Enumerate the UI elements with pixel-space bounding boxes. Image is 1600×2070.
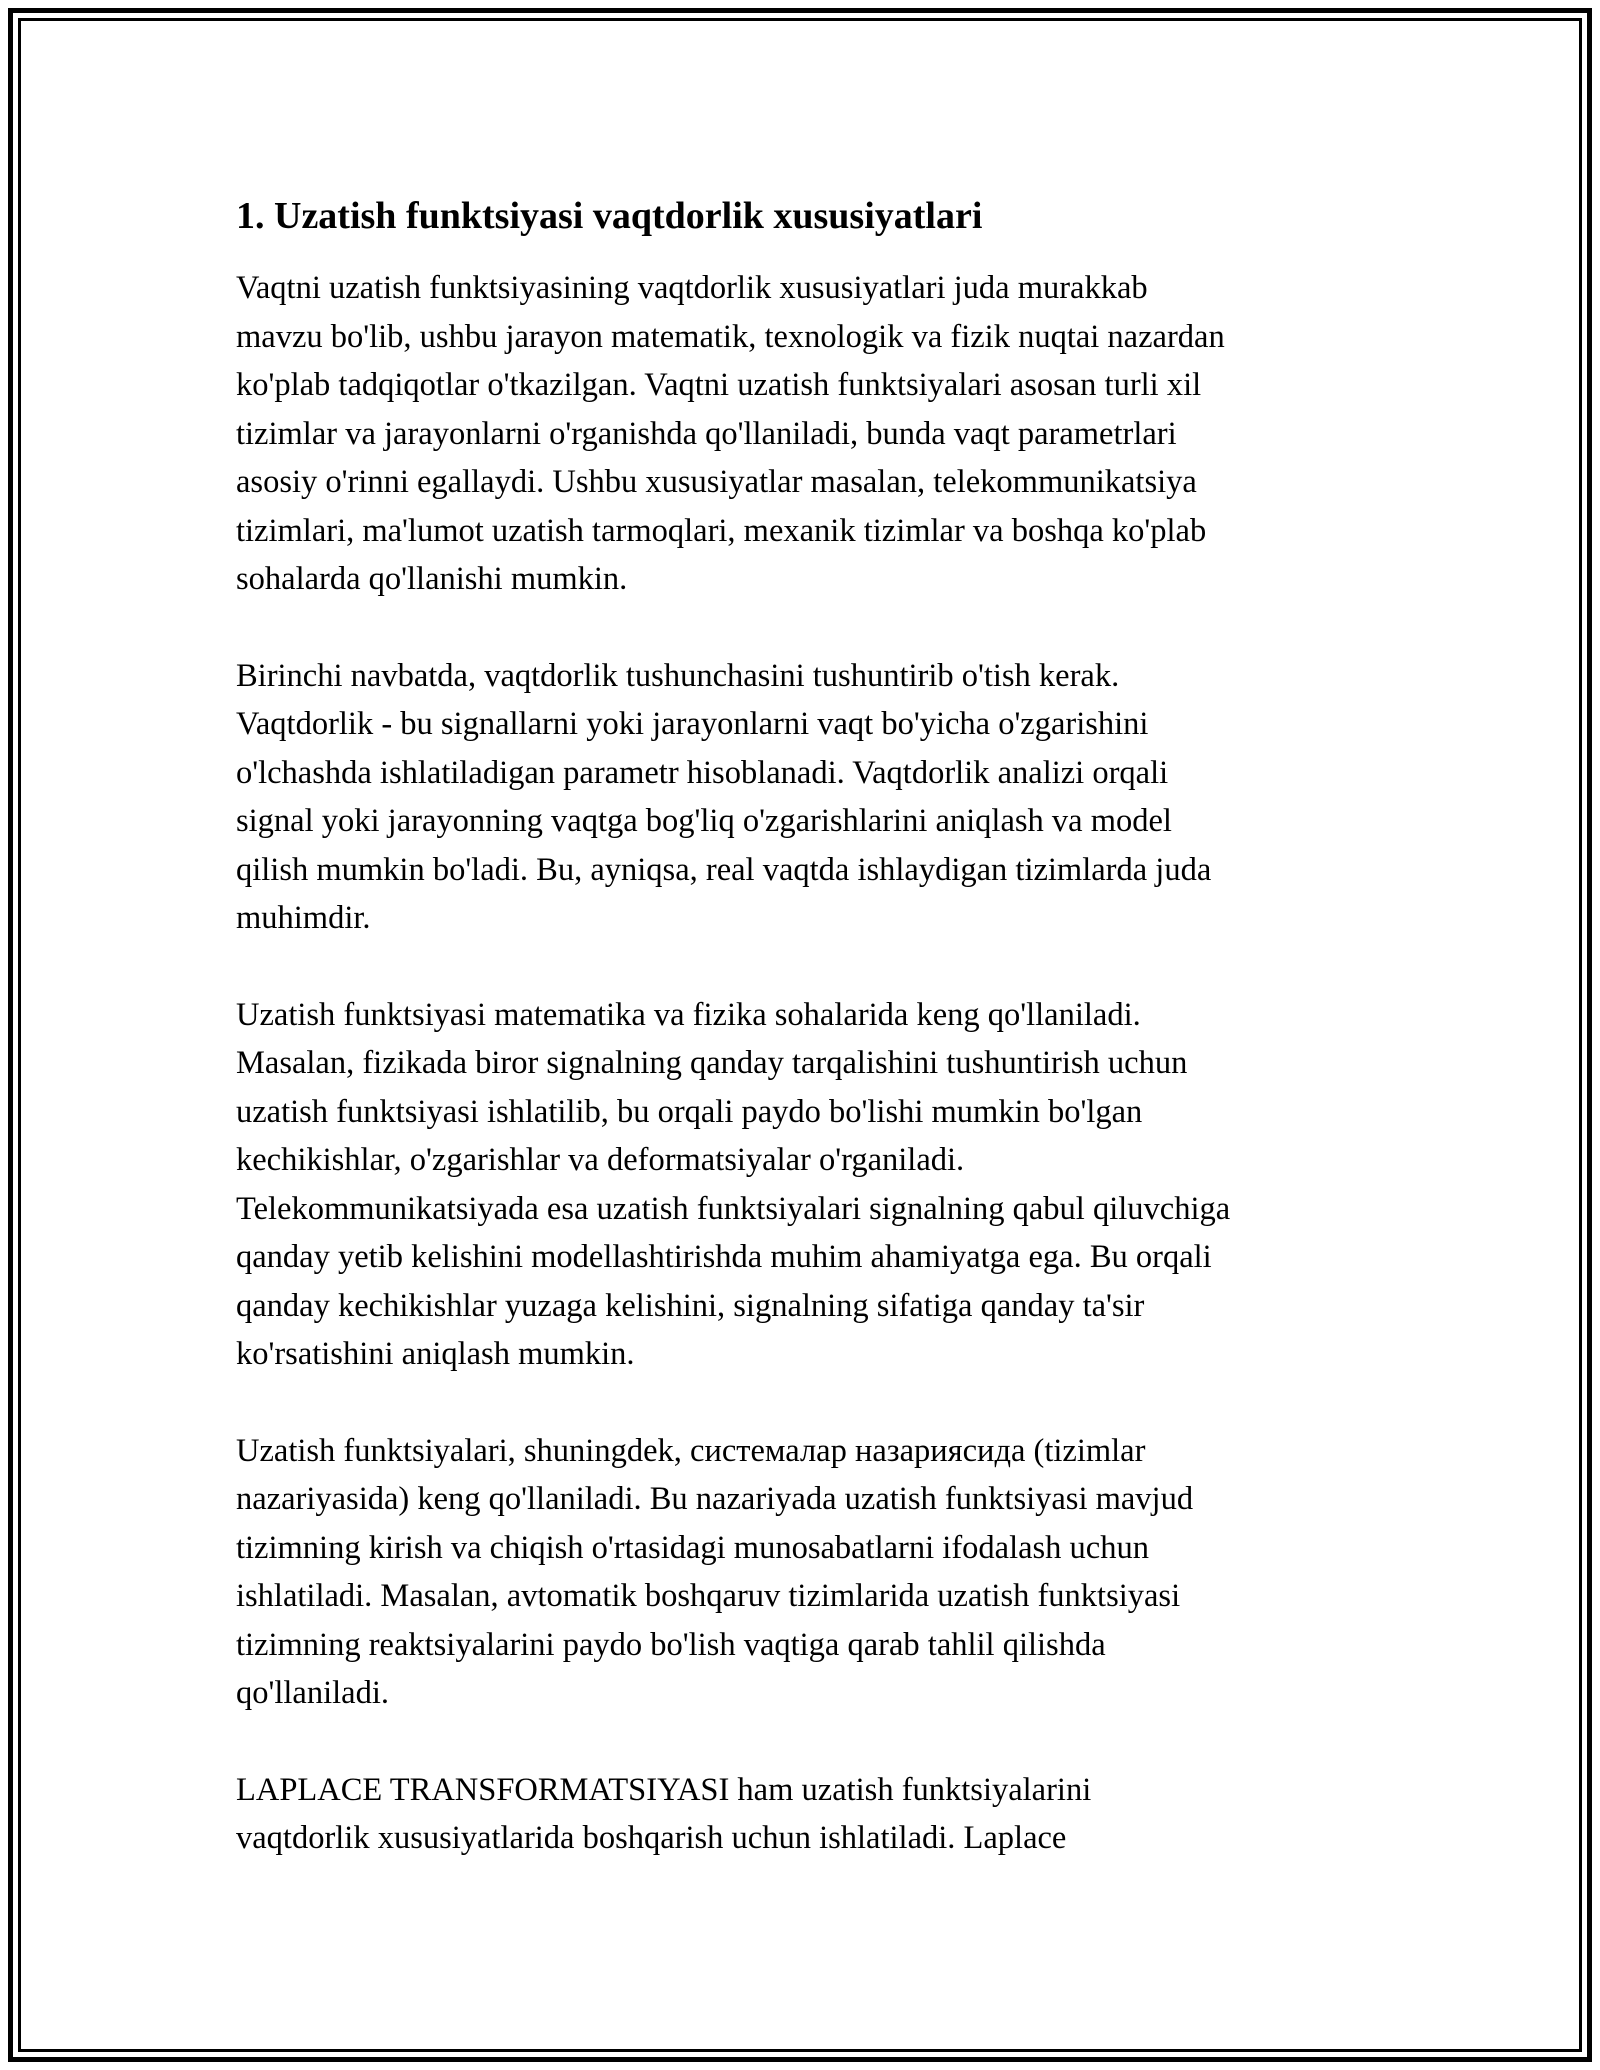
text-line: signal yoki jarayonning vaqtga bog'liq o'zgarishlarini aniqlash va model	[236, 803, 1172, 839]
text-line: tizimning kirish va chiqish o'rtasidagi munosabatlarni ifodalash uchun	[236, 1529, 1149, 1566]
paragraph-2	[236, 652, 1366, 943]
text-line: tizimlar va jarayonlarni o'rganishda qo'llaniladi, bunda vaqt parametrlari	[236, 415, 1177, 452]
paragraph-3	[236, 991, 1366, 1379]
text-line: ko'plab tadqiqotlar o'tkazilgan. Vaqtni uzatish funktsiyalari asosan turli xil	[236, 367, 1202, 403]
text-line: qilish mumkin bo'ladi. Bu, ayniqsa, real vaqtda ishlaydigan tizimlarda juda	[236, 851, 1212, 888]
text-line: mavzu bo'lib, ushbu jarayon matematik, texnologik va fizik nuqtai nazardan	[236, 318, 1225, 355]
text-line: LAPLACE TRANSFORMATSIYASI ham uzatish funktsiyalarini	[236, 1771, 1092, 1808]
text-line: Masalan, fizikada biror signalning qanday tarqalishini tushuntirish uchun	[236, 1045, 1188, 1081]
text-line: tizimning reaktsiyalarini paydo bo'lish vaqtiga qarab tahlil qilishda	[236, 1626, 1106, 1663]
document-body	[236, 188, 1366, 1911]
text-line: Vaqtdorlik - bu signallarni yoki jarayonlarni vaqt bo'yicha o'zgarishini	[236, 706, 1149, 742]
text-line: Uzatish funktsiyalari, shuningdek, системалар назариясида (tizimlar	[236, 1432, 1146, 1469]
text-line: muhimdir.	[236, 900, 371, 936]
text-line: Uzatish funktsiyasi matematika va fizika sohalarida keng qo'llaniladi.	[236, 996, 1141, 1033]
text-line: Birinchi navbatda, vaqtdorlik tushunchasini tushuntirib o'tish kerak.	[236, 657, 1120, 694]
paragraph-4	[236, 1427, 1366, 1718]
text-line: asosiy o'rinni egallaydi. Ushbu xususiyatlar masalan, telekommunikatsiya	[236, 464, 1197, 500]
text-line: uzatish funktsiyasi ishlatilib, bu orqali paydo bo'lishi mumkin bo'lgan	[236, 1093, 1143, 1130]
text-line: ishlatiladi. Masalan, avtomatik boshqaruv tizimlarida uzatish funktsiyasi	[236, 1578, 1181, 1614]
text-line: ko'rsatishini aniqlash mumkin.	[236, 1336, 635, 1372]
section-heading: 1. Uzatish funktsiyasi vaqtdorlik xususiyatlari	[236, 195, 983, 237]
text-line: qanday kechikishlar yuzaga kelishini, signalning sifatiga qanday ta'sir	[236, 1287, 1145, 1324]
text-line: Vaqtni uzatish funktsiyasining vaqtdorlik xususiyatlari juda murakkab	[236, 270, 1148, 306]
text-line: sohalarda qo'llanishi mumkin.	[236, 561, 628, 597]
text-line: tizimlari, ma'lumot uzatish tarmoqlari, mexanik tizimlar va boshqa ko'plab	[236, 512, 1207, 549]
paragraph-5	[236, 1766, 1366, 1863]
text-line: qanday yetib kelishini modellashtirishda muhim ahamiyatga ega. Bu orqali	[236, 1239, 1212, 1275]
text-line: qo'llaniladi.	[236, 1675, 389, 1711]
text-line: o'lchashda ishlatiladigan parametr hisoblanadi. Vaqtdorlik analizi orqali	[236, 754, 1169, 791]
text-line: kechikishlar, o'zgarishlar va deformatsiyalar o'rganiladi.	[236, 1142, 965, 1178]
text-line: Telekommunikatsiyada esa uzatish funktsiyalari signalning qabul qiluvchiga	[236, 1190, 1231, 1227]
paragraph-1	[236, 264, 1366, 604]
text-line: nazariyasida) keng qo'llaniladi. Bu nazariyada uzatish funktsiyasi mavjud	[236, 1481, 1194, 1517]
text-line: vaqtdorlik xususiyatlarida boshqarish uchun ishlatiladi. Laplace	[236, 1820, 1067, 1856]
